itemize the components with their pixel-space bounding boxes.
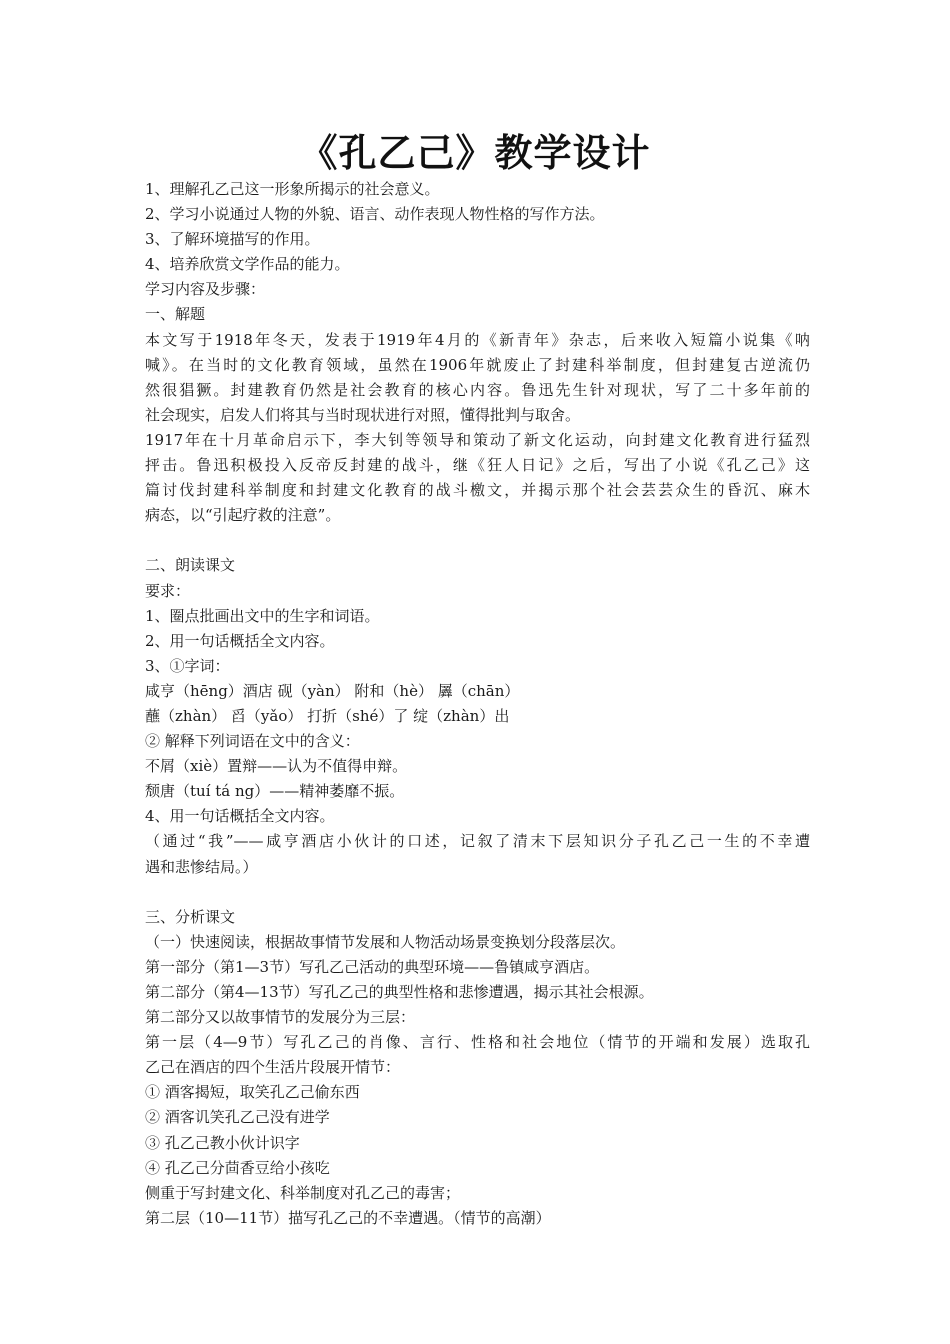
text-line: 4、培养欣赏文学作品的能力。 <box>145 255 350 274</box>
text-line: 篇讨伐封建科举制度和封建文化教育的战斗檄文，并揭示那个社会芸芸众生的昏沉、麻木 <box>145 481 810 500</box>
text-line: 喊》。在当时的文化教育领域，虽然在1906年就废止了封建科举制度，但封建复古逆流仍 <box>145 355 810 374</box>
document-body <box>145 177 810 1231</box>
text-line: （一）快速阅读，根据故事情节发展和人物活动场景变换划分段落层次。 <box>145 932 626 951</box>
text-line: 第一层（4—9节）写孔乙己的肖像、言行、性格和社会地位（情节的开端和发展）选取孔 <box>145 1033 810 1052</box>
text-line: 第一部分（第1—3节）写孔乙己活动的典型环境——鲁镇咸亨酒店。 <box>145 957 600 976</box>
text-line: 本文写于1918年冬天，发表于1919年4月的《新青年》杂志，后来收入短篇小说集《呐 <box>145 330 810 349</box>
text-line: 第二层（10—11节）描写孔乙己的不幸遭遇。（情节的高潮） <box>145 1208 551 1227</box>
text-line: ④ 孔乙己分茴香豆给小孩吃 <box>145 1158 330 1177</box>
text-line: 3、了解环境描写的作用。 <box>145 230 320 249</box>
text-line: 学习内容及步骤： <box>145 280 266 299</box>
text-line: 第二部分（第4—13节）写孔乙己的典型性格和悲惨遭遇，揭示其社会根源。 <box>145 983 654 1001</box>
text-line: 病态，以“引起疗救的注意”。 <box>145 506 341 525</box>
text-line: 第二部分又以故事情节的发展分为三层： <box>145 1008 416 1027</box>
text-line: 抨击。鲁迅积极投入反帝反封建的战斗，继《狂人日记》之后，写出了小说《孔乙己》这 <box>145 456 810 475</box>
text-line: 要求： <box>145 581 191 600</box>
text-line: 社会现实，启发人们将其与当时现状进行对照，懂得批判与取舍。 <box>145 405 581 424</box>
text-line: 蘸（zhàn） 舀（yǎo） 打折（shé）了 绽（zhàn）出 <box>145 706 510 725</box>
text-line: 乙己在酒店的四个生活片段展开情节： <box>145 1058 401 1077</box>
text-line: 1917年在十月革命启示下，李大钊等领导和策动了新文化运动，向封建文化教育进行猛烈 <box>145 430 810 449</box>
text-line: 不屑（xiè）置辩——认为不值得申辩。 <box>145 757 408 776</box>
text-line: ① 酒客揭短，取笑孔乙己偷东西 <box>145 1083 360 1102</box>
text-line: 3、①字词： <box>145 656 230 675</box>
text-line: 颓唐（tuí tá ng）——精神萎靡不振。 <box>145 782 405 801</box>
text-line: 然很猖獗。封建教育仍然是社会教育的核心内容。鲁迅先生针对现状，写了二十多年前的 <box>145 380 810 399</box>
text-line: 遇和悲惨结局。） <box>145 857 258 876</box>
text-line: 2、用一句话概括全文内容。 <box>145 631 335 650</box>
blank-line <box>145 528 810 553</box>
text-line: 三、分析课文 <box>145 907 236 926</box>
text-line: ② 解释下列词语在文中的含义： <box>145 732 360 751</box>
text-line: 1、理解孔乙己这一形象所揭示的社会意义。 <box>145 180 440 198</box>
text-line: 2、学习小说通过人物的外貌、语言、动作表现人物性格的写作方法。 <box>145 205 605 224</box>
text-line: ③ 孔乙己教小伙计识字 <box>145 1133 300 1152</box>
text-line: 咸亨（hēng）酒店 砚（yàn） 附和（hè） 羼（chān） <box>145 681 520 700</box>
text-line: 二、朗读课文 <box>145 556 236 575</box>
text-line: 一、解题 <box>145 305 206 324</box>
text-line: 4、用一句话概括全文内容。 <box>145 807 335 826</box>
text-line: 侧重于写封建文化、科举制度对孔乙己的毒害； <box>145 1183 461 1202</box>
text-line: 1、圈点批画出文中的生字和词语。 <box>145 606 380 625</box>
blank-line <box>145 880 810 905</box>
text-line: （通过“我”——咸亨酒店小伙计的口述，记叙了清末下层知识分子孔乙己一生的不幸遭 <box>145 832 810 851</box>
document-title: 《孔乙己》教学设计 <box>299 131 651 175</box>
text-line: ② 酒客讥笑孔乙己没有进学 <box>145 1108 330 1127</box>
